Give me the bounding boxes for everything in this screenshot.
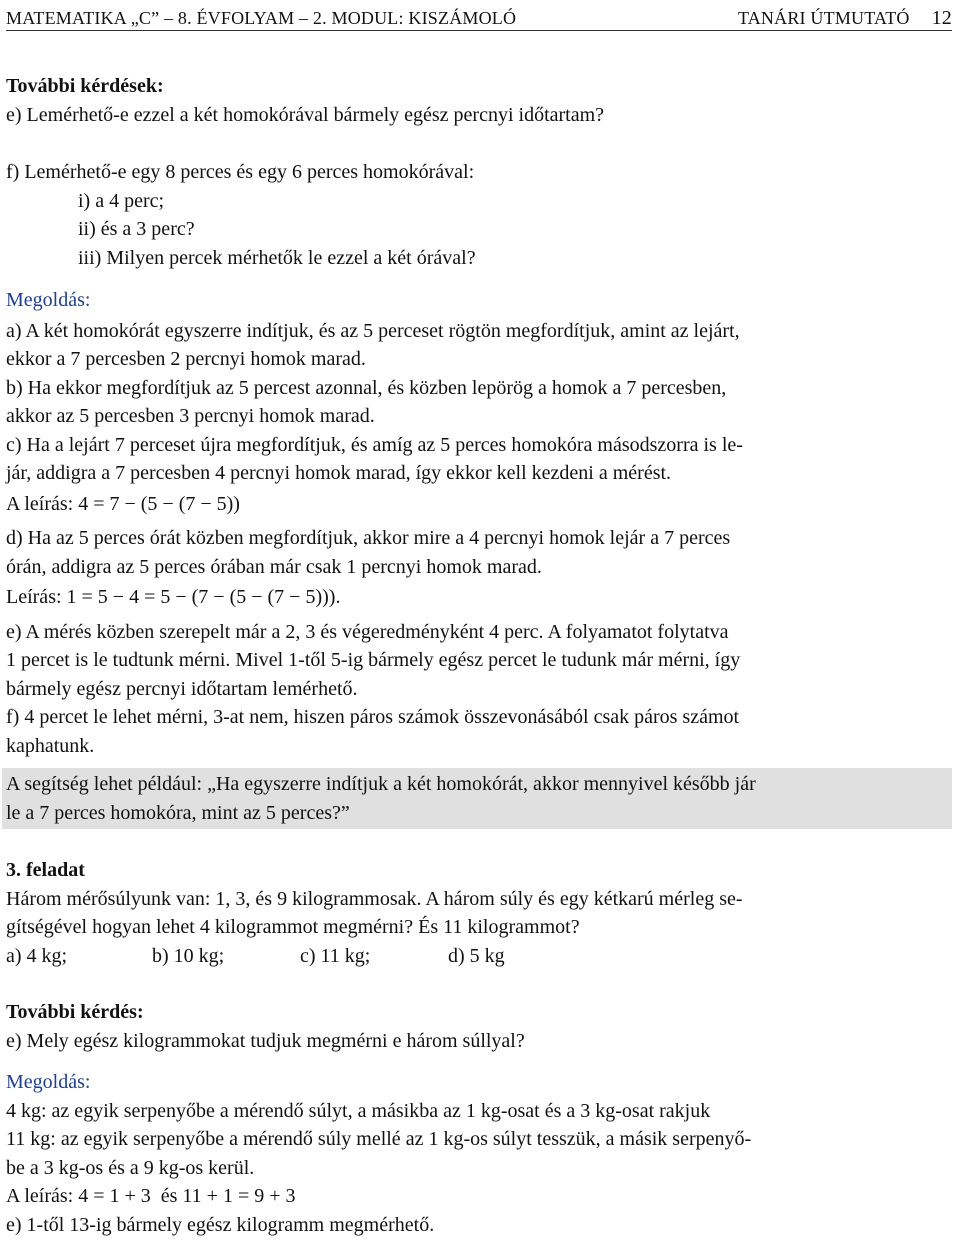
header-right [738,4,952,33]
solution-a-line2: ekkor a 7 percesben 2 percnyi homok marad. [6,348,366,370]
solution-b-line1: b) Ha ekkor megfordítjuk az 5 percest azonnal, és közben lepörög a homok a 7 percesben, [6,376,727,399]
solution2-line1: 4 kg: az egyik serpenyőbe a mérendő súlyt, a másikba az 1 kg-osat és a 3 kg-osat rakjuk [6,1099,711,1122]
task-options [6,942,950,971]
further-questions [6,72,950,129]
task-text-line1: Három mérősúlyunk van: 1, 3, és 9 kilogrammosak. A három súly és egy kétkarú mérleg se- [6,887,743,910]
page-number: 12 [931,7,952,29]
further-question [6,998,950,1055]
solution-d-line1: d) Ha az 5 perces órát közben megfordítjuk, akkor mire a 4 percnyi homok lejár a 7 perces [6,527,731,549]
solution2-line3: be a 3 kg-os és a 9 kg-os kerül. [6,1156,255,1179]
header-title: MATEMATIKA „C” – 8. ÉVFOLYAM – 2. MODUL: KISZÁMOLÓ [6,8,517,28]
solution-f-line2: kaphatunk. [6,734,95,757]
hint-line1: A segítség lehet például: „Ha egyszerre indítjuk a két homokórát, akkor mennyivel később jár [6,773,756,795]
task-text-line2: gítségével hogyan lehet 4 kilogrammot megmérni? És 11 kilogrammot? [6,916,580,938]
task-title: 3. feladat [6,859,85,881]
solution-e-line1: e) A mérés közben szerepelt már a 2, 3 és végeredményként 4 perc. A folyamatot folytatva [6,620,729,643]
solution-e-line2: 1 percet is le tudtunk mérni. Mivel 1-től 5-ig bármely egész percet le tudunk már mérni, így [6,649,741,671]
task-3 [6,856,950,970]
solution2-label: Megoldás: [6,1071,91,1093]
question-f: f) Lemérhető-e egy 8 perces és egy 6 perces homokórával: [6,161,475,183]
section2-question-e: e) Mely egész kilogrammokat tudjuk megmérni e három súllyal? [6,1029,525,1052]
hint-box [2,768,952,829]
option-b: b) 10 kg; [152,944,225,967]
solution-c-line1: c) Ha a lejárt 7 perceset újra megfordítjuk, és amíg az 5 perces homokóra másodszorra is le- [6,433,743,456]
solution-e-line3: bármely egész percnyi időtartam lemérhető. [6,677,358,700]
solution-label: Megoldás: [6,289,91,311]
solution-1 [6,286,950,760]
solution2-formula: A leírás: 4 = 1 + 3 és 11 + 1 = 9 + 3 [6,1185,296,1207]
solution-b-line2: akkor az 5 percesben 3 percnyi homok marad. [6,405,375,427]
question-e: e) Lemérhető-e ezzel a két homokórával bármely egész percnyi időtartam? [6,103,605,126]
question-f-i: i) a 4 perc; [78,189,165,212]
question-f-iii: iii) Milyen percek mérhetők le ezzel a két órával? [78,246,476,269]
header-guide-label: TANÁRI ÚTMUTATÓ [737,8,910,28]
solution2-line2: 11 kg: az egyik serpenyőbe a mérendő súly mellé az 1 kg-os súlyt tesszük, a másik serpenyő- [6,1128,752,1150]
solution-2 [6,1068,950,1239]
question-f-ii: ii) és a 3 perc? [78,218,195,240]
solution-a-line1: a) A két homokórát egyszerre indítjuk, és az 5 perceset rögtön megfordítjuk, amint az lejárt, [6,319,740,342]
solution-d-formula: Leírás: 1 = 5 − 4 = 5 − (7 − (5 − (7 − 5))). [6,586,341,608]
solution-f-line1: f) 4 percet le lehet mérni, 3-at nem, hiszen páros számok összevonásából csak páros számot [6,706,740,728]
question-f-block [6,158,950,272]
option-d: d) 5 kg [448,944,505,967]
section2-title: További kérdés: [6,1001,144,1023]
section-title: További kérdések: [6,75,164,97]
option-c: c) 11 kg; [300,944,371,967]
hint-line2: le a 7 perces homokóra, mint az 5 perces?” [6,801,350,824]
solution2-e: e) 1-től 13-ig bármely egész kilogramm megmérhető. [6,1213,435,1236]
solution-c-formula: A leírás: 4 = 7 − (5 − (7 − 5)) [6,492,240,515]
page-header [6,2,952,31]
option-a: a) 4 kg; [6,944,68,967]
solution-d-line2: órán, addigra az 5 perces órában már csak 1 percnyi homok marad. [6,555,542,578]
solution-c-line2: jár, addigra a 7 percesben 4 percnyi homok marad, így ekkor kell kezdeni a mérést. [6,462,672,484]
